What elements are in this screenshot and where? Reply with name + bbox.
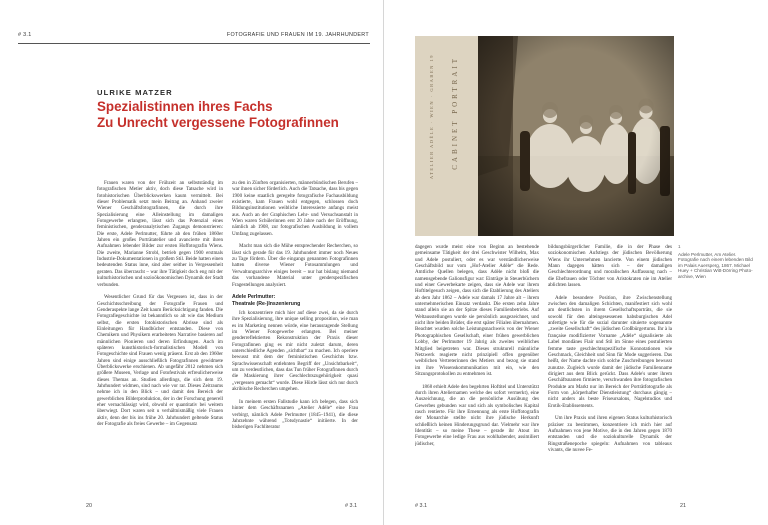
header-rule bbox=[18, 43, 370, 44]
author-name: ULRIKE MATZER bbox=[97, 88, 173, 97]
cabinet-card-mount bbox=[415, 36, 478, 236]
figure-caption bbox=[678, 244, 756, 280]
paragraph: dagegen wurde meist eine von Beginn an bestehende gemeinsame Tätigkeit der drei Geschwister Wilhelm, Max und Adele postuliert, oder es war verständlicherweise Geschäftsbild nur vom „Hof-Atelier Adèle“ die Rede. Amtliche Quellen belegen, dass Adèle nicht bloß die namensgebende Galionsfigur war: Einträge in Steuerbüchern und einer Gewerbekarte zeigen, dass sie Adele war ihrem Hoftitelgesuch zeigen, dass sich die Etablierung des Ateliers ab dem Jahr 1862 – Adele war damals 17 Jahre alt – ihrem unternehmerischen Einsatz verdankt. Die ersten zehn Jahre stand allein sie an der Spitze dieses Familienbetriebs. Auf Weltausstellungen wurde sie persönlich ausgezeichnet, und nicht ihre beiden Brüder, die erst später Filialen übernahmen. Beachtet wurden solche Leistungsnachweis von der Wiener Photographischen Gesellschaft, einer frühen gewerblichen Lobby, der Perlmutter 19 Jahrig als zweites weibliches Mitglied beigetreten war. Dieses strukturell männliche Netzwerk reagierte nicht prinzipiell offen gegenüber weiblichen Vertreterinnen des Metiers und bezog sie stand im ihre Wissenskommunikation mit ein, wie den Sitzungsprotokollen zu entnehmen ist. bbox=[415, 244, 539, 377]
paragraph: bildungsbürgerlicher Familie, die in der Phase des soziokonomischen Aufstiegs der jüdischen Bevölkerung Wiens ihr Unternehmen lancierte. Von einem jüdischen Mann dagegen hätten sich – der damaligen Geschlechterordnung und moralischen Auffassung nach – die Ehefrauen oder Töchter von Aristokraten nie im Atelier ablichten lassen. bbox=[548, 244, 672, 289]
paragraph: Macht man sich die Mühe entsprechender Recherchen, so lässt sich gerade für das 19. Jahrhundert immer noch Neues zu Tage fördern. Über die eingangs genannten Fotografinnen hatten diverse Wiener Fotosammlungen und Verwaltungsarchive einiges bereit – nur hat bislang niemand das vorhandene Material unter genderspezifischen Fragestellungen analysiert. bbox=[232, 243, 358, 288]
paragraph: Frauen waren von der Frühzeit an selbstständig im fotografischen Metier aktiv, doch diese Tatsache wird in fotohistorischen Überblickswerken kaum vermittelt. Bei dieser Problematik setzt mein Beitrag an. Anhand zweier Wiener Geschäftsfotografinnen, die durch ihre Spezialisierung eine Alleinstellung im damaligen Fotogewerbe erlangten, lässt sich das Potenzial eines feministischen, genderanalytischen Zugangs demonstrieren: Die erste, Adele Perlmutter, führte ab den frühen 1860er Jahren ein großes Porträtatelier und avancierte mit ihren Aufnahmen lebender Bilder zur ersten Hoffotografin Wiens. Die zweite, Marianne Strobl, betrieb gegen 1900 erstmals Industrie-Dokumentationen in großem Stil. Beide hatten einen bedeutenden Status inne, sind aber seither in Vergessenheit geraten. Das überrascht – war ihre Tätigkeit doch eng mit der kulturhistorischen und sozioökonomischen Dynamik der Stadt verbunden. bbox=[97, 180, 223, 288]
figure-number: 1 bbox=[678, 244, 681, 249]
text-column-1 bbox=[97, 180, 223, 498]
paragraph: In meinem ersten Fallstudie kann ich belegen, dass sich hinter dem Geschäftsnamen „Atelier Adèle“ eine Frau verbirgt, nämlich Adele Perlmutter (1845–1941), die diese Jahrzehnte während „Totsdynastie“ initiierte. In der bisherigen Fachliteratur bbox=[232, 398, 358, 431]
subheading bbox=[232, 294, 358, 307]
caption-text: Adele Perlmutter, Am Atelier. Fotografie nach einem lebenden Bild im Palais Auersperg, 1867. Michael Huey + Christian Witt-Dörring Photo-archive, Wien bbox=[678, 251, 753, 279]
card-imprint-studio: ATELIER ADÈLE · WIEN · GRABEN 19 bbox=[429, 54, 434, 180]
right-page bbox=[384, 0, 768, 525]
paragraph: Adele besondere Position, ihre Zwischenstellung zwischen den damaligen Schichten, manifestiert sich wohl am deutlichsten in ihrem Gesellschaftsporträts, die sie sowohl für den alteingesessenen habsburgischen Adel anfertigte wie für die sozial darunter situierte sogenannte „zweite Gesellschaft“ des jüdischen Großbürgertums. Ihr à la française modifizierter Vorname „Adèle“ signalisierte als Label mondänes Flair und Stil im Sinne eines postulierten femme taste geschlechtsspezifische Konnotationen wie Geschmack, Gleichheit und Sinn für Mode suggerieren. Das heißt, der Name dachte sich solche Zuschreibungen bewusst zunutze. Zugleich wurde damit der jüdische Familienname dirigiert aus dem Blick gerückt. Dass Adele's unter ihrem Geschäftsnamen firmierte, verschwanden ihre fotografischen Produkte am Markt nur im Bereich der Porträtfotografie als Form von „körperhafter Dienstleistung“ durchaus gängig – nicht anders als beste Friseursalons, Nagelstudios und Erotik-Etablissements. bbox=[548, 294, 672, 409]
paragraph: Um ihre Praxis und ihren eigenen Status kulturhistorisch präziser zu bestimmen, konzentriere ich mich hier auf Aufnahmen von jene Motive, die in den Jahren gegen 1870 entstanden und die soziokulturelle Dynamik der Ringstraßenepoche spiegeln: Aufnahmen von tableaux vivants, die nuvee Fe- bbox=[548, 415, 672, 453]
text-column-2 bbox=[548, 244, 672, 498]
paragraph: zu den in Zünften organisierten, männerbündischen Berufen – war ihnen sicher förderlich. Auch die Tatsache, dass bis gegen 1900 keine staatlich geregelte fotografische Fachausbildung existierte, kam Frauen wohl entgegen, schlossen doch Bildungsinstitutionen weibliche Interessierte anfangs meist aus. Auch an der Graphischen Lehr- und Versuchsanstalt in Wien waren Schülerinnen erst 20 Jahre nach der Eröffnung, nämlich ab 1908, zur fotografischen Ausbildung in vollem Umfang zugelassen. bbox=[232, 180, 358, 237]
text-column-1 bbox=[415, 244, 539, 498]
paragraph: 1868 erhielt Adele den begehrten Hoftitel und Unterstützt durch ihren Ateliernamen welche des sofort vermerkt), eine Auszeichnung, die an die persönliche Ausübung des Gewerbes gebunden war und sich als symbolisches Kapital rasch rentierte. Für ihre Ernennung als erste Hoffotografin der Monarchie stellte nicht ihre jüdische Herkunft schließlich keinen Hinderungsgrund dar. Vielmehr war ihre Identität – so meine These – gerade ihr Atout im Fotogewerbe eine ledige Frau aus wohlhabender, assimiliert jüdischer, bbox=[415, 383, 539, 447]
paragraph: Wesentlicher Grund für das Vergessen ist, dass in der Geschichtsschreibung der Fotografie Frauen und Genderaspekte lange Zeit kaum Berücksichtigung fanden. Die Fotografiegeschichte ist bekanntlich so alt wie das Medium selbst, die ersten fotohistorischen Abrisse sind als Einleitungen für Handbücher entstanden. Diese von Chemikern und Physikern erarbeiteten Narrative basieren auf männlichen Pionieren und deren Erfindungen. Auch im späteren kunsthistorisch-formalistischen Modell von Fotogeschichte sind Frauen wenig präsent. Erst ab den 1960er Jahren sind einige ausschließlich Fotografinnen gewidmete Überblickswerke erschienen. Ab ungefähr 2012 nehmen sich größere Museen, Verlage und Fotofestivals erfreulicherweise dieses Themas an. Studien allerdings, die sich dem 19. Jahrhundert widmen, sind nach wie vor rar. Dieses Zeitraums nehme ich in den Blick – und damit den Bereich der gewerblichen Bilderproduktion, der in der Forschung generell eher vernachlässigt wird, obwohl er quantitativ bei weitem überwiegt. Dort waren seit u verhältnismäßig viele Frauen aktiv, denn der bis ins frühe 20. Jahrhundert geltende Status der Fotografie als freies Gewerbe – im Gegensatz bbox=[97, 294, 223, 428]
article-title bbox=[97, 99, 377, 131]
photo-scene-drawing bbox=[478, 36, 674, 236]
section-number-footer: # 3.1 bbox=[345, 503, 357, 509]
title-line-1: Spezialistinnen ihres Fachs bbox=[97, 99, 273, 114]
subheading-line-2: Theatrale (Re-)Inszenierung bbox=[232, 300, 301, 307]
page-number: 21 bbox=[680, 503, 686, 509]
title-line-2: Zu Unrecht vergessene Fotografinnen bbox=[97, 115, 339, 130]
card-imprint-title: CABINET PORTRAIT bbox=[451, 56, 459, 170]
paragraph: Ich konzentriere mich hier auf diese zwei, da sie durch ihre Spezialisierung, ihre unique selling proposition, wie man es im Marketing nennen würde, eine herausragende Stellung im Wiener Fotogewerbe erlangten. Bei meiner genderreflektierten Rekonstruktion der Praxis dieser Fotografinnen ging es mir nicht zuletzt darum, deren unterschiedliche Agenden „sichtbar“ zu machen. Ich operiere bewusst mit dem der feministischen Geschichts bzw. Sprachwissenschaft entlehnten Begriff der „Unsichtbarkeit“, um zu verdeutlichen, dass das Tun früher Fotografinnen durch die Maskierung ihrer Geschlechtszugehörigkeit quasi „vergessen gemacht“ wurde. Diese Hürde lässt sich nur durch akribische Recherchen umgehen. bbox=[232, 310, 358, 393]
historical-photograph bbox=[415, 36, 674, 236]
subheading-line-1: Adele Perlmutter: bbox=[232, 294, 276, 301]
section-number-footer: # 3.1 bbox=[415, 503, 427, 509]
text-column-2 bbox=[232, 180, 358, 498]
section-number: # 3.1 bbox=[18, 32, 32, 38]
page-number: 20 bbox=[86, 503, 92, 509]
running-title: FOTOGRAFIE UND FRAUEN IM 19. JAHRHUNDERT bbox=[226, 32, 369, 38]
photo-scene bbox=[478, 36, 674, 236]
